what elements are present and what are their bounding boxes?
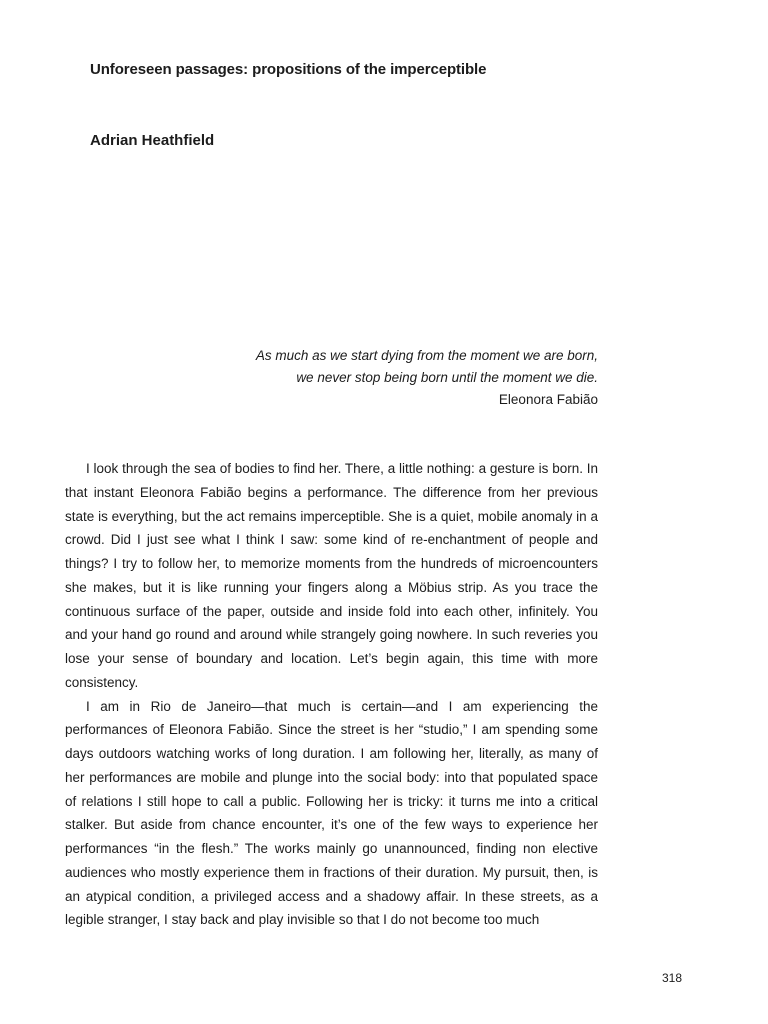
body-paragraph-1: I look through the sea of bodies to find her. There, a little nothing: a gesture is born. In that instant Eleonora Fabião begins a performance. The difference from her previous state is everything, but the act remains imperceptible. She is a quiet, mobile anomaly in a crowd. Did I just see what I think I saw: some kind of re-enchantment of people and things? I try to follow her, to memorize moments from the hundreds of microencounters she makes, but it is like running your fingers along a Möbius strip. As you trace the continuous surface of the paper, outside and inside fold into each other, infinitely. You and your hand go round and around while strangely going nowhere. In such reveries you lose your sense of boundary and location. Let’s begin again, this time with more consistency. — [65, 461, 598, 690]
author-name: Adrian Heathfield — [90, 132, 215, 149]
body-paragraph-2: I am in Rio de Janeiro—that much is certain—and I am experiencing the performances of Eleonora Fabião. Since the street is her “studio,” I am spending some days outdoors watching works of long duration. I am following her, literally, as many of her performances are mobile and plunge into the social body: into that populated space of relations I still hope to call a public. Following her is tricky: it turns me into a critical stalker. But aside from chance encounter, it’s one of the few ways to experience her performances “in the flesh.” The works mainly go unannounced, finding non elective audiences who mostly experience them in fractions of their duration. My pursuit, then, is an atypical condition, a privileged access and a shadowy affair. In these streets, as a legible stranger, I stay back and play invisible so that I do not become too much — [65, 698, 598, 928]
epigraph-line-1: As much as we start dying from the moment we are born, — [255, 348, 598, 363]
essay-title: Unforeseen passages: propositions of the imperceptible — [90, 61, 487, 78]
page-number: 318 — [661, 971, 682, 985]
epigraph-attribution: Eleonora Fabião — [498, 392, 598, 407]
epigraph — [158, 345, 598, 411]
epigraph-line-2: we never stop being born until the moment we die. — [296, 370, 598, 385]
body-text — [65, 457, 598, 932]
